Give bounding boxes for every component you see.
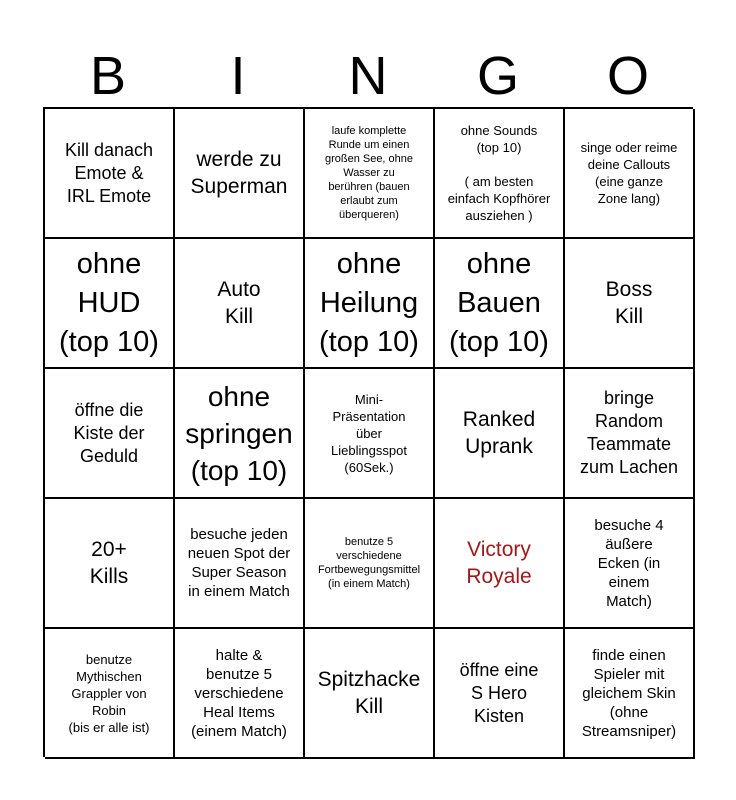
free-space-cell[interactable]	[435, 499, 565, 629]
bingo-cell[interactable]	[305, 629, 435, 759]
cell-text: werde zu Superman	[190, 148, 288, 198]
cell-text: ohne Bauen (top 10)	[449, 247, 549, 358]
cell-text: halte & benutze 5 verschiedene Heal Items (einem Match)	[191, 646, 287, 740]
cell-text: singe oder reime deine Callouts (eine ganze Zone lang)	[580, 140, 678, 206]
cell-text: Boss Kill	[605, 278, 653, 328]
bingo-cell[interactable]	[435, 369, 565, 499]
cell-text: besuche jeden neuen Spot der Super Season in einem Match	[187, 526, 291, 600]
bingo-cell[interactable]	[565, 629, 695, 759]
bingo-cell[interactable]	[175, 629, 305, 759]
cell-text: ohne HUD (top 10)	[59, 247, 159, 358]
bingo-cell[interactable]	[565, 499, 695, 629]
cell-text: finde einen Spieler mit gleichem Skin (ohne Streamsniper)	[581, 646, 677, 740]
bingo-cell[interactable]	[435, 109, 565, 239]
cell-text: benutze Mythischen Grappler von Robin (bis er alle ist)	[68, 651, 150, 735]
cell-text: ohne Sounds (top 10) ( am besten einfach Kopfhörer ausziehen )	[447, 123, 551, 223]
bingo-cell[interactable]	[45, 629, 175, 759]
header-letter-i: I	[230, 46, 246, 106]
bingo-cell[interactable]	[175, 369, 305, 499]
bingo-cell[interactable]	[565, 109, 695, 239]
cell-text: Auto Kill	[217, 278, 261, 328]
cell-text: Spitzhacke Kill	[317, 668, 421, 718]
bingo-cell[interactable]	[435, 239, 565, 369]
bingo-header	[43, 44, 693, 108]
cell-text: 20+ Kills	[89, 538, 129, 588]
header-letter-n: N	[348, 46, 388, 106]
cell-text: bringe Random Teammate zum Lachen	[579, 388, 679, 477]
cell-text: Ranked Uprank	[462, 408, 536, 458]
header-letter-g: G	[476, 46, 519, 106]
header-letter-o: O	[606, 46, 649, 106]
bingo-cell[interactable]	[175, 239, 305, 369]
free-space-text: Victory Royale	[466, 538, 532, 588]
bingo-cell[interactable]	[45, 109, 175, 239]
cell-text: besuche 4 äußere Ecken (in einem Match)	[594, 516, 664, 610]
cell-text: ohne Heilung (top 10)	[319, 247, 419, 358]
bingo-cell[interactable]	[45, 239, 175, 369]
cell-text: öffne eine S Hero Kisten	[459, 659, 539, 726]
cell-text: Mini- Präsentation über Lieblingsspot (60Sek.)	[331, 391, 407, 475]
bingo-cell[interactable]	[175, 499, 305, 629]
header-letter-b: B	[89, 46, 127, 106]
bingo-cell[interactable]	[435, 629, 565, 759]
bingo-cell[interactable]	[305, 239, 435, 369]
bingo-cell[interactable]	[305, 369, 435, 499]
cell-text: benutze 5 verschiedene Fortbewegungsmittel (in einem Match)	[317, 536, 421, 590]
cell-text: Kill danach Emote & IRL Emote	[64, 139, 154, 206]
bingo-cell[interactable]	[175, 109, 305, 239]
bingo-cell[interactable]	[305, 109, 435, 239]
bingo-grid	[43, 107, 693, 757]
bingo-cell[interactable]	[45, 499, 175, 629]
bingo-cell[interactable]	[45, 369, 175, 499]
bingo-cell[interactable]	[565, 369, 695, 499]
cell-text: laufe komplette Runde um einen großen See, ohne Wasser zu berühren (bauen erlaubt zum überqueren)	[324, 125, 414, 221]
bingo-cell[interactable]	[565, 239, 695, 369]
bingo-cell[interactable]	[305, 499, 435, 629]
cell-text: öffne die Kiste der Geduld	[73, 399, 145, 466]
cell-text: ohne springen (top 10)	[185, 380, 293, 486]
